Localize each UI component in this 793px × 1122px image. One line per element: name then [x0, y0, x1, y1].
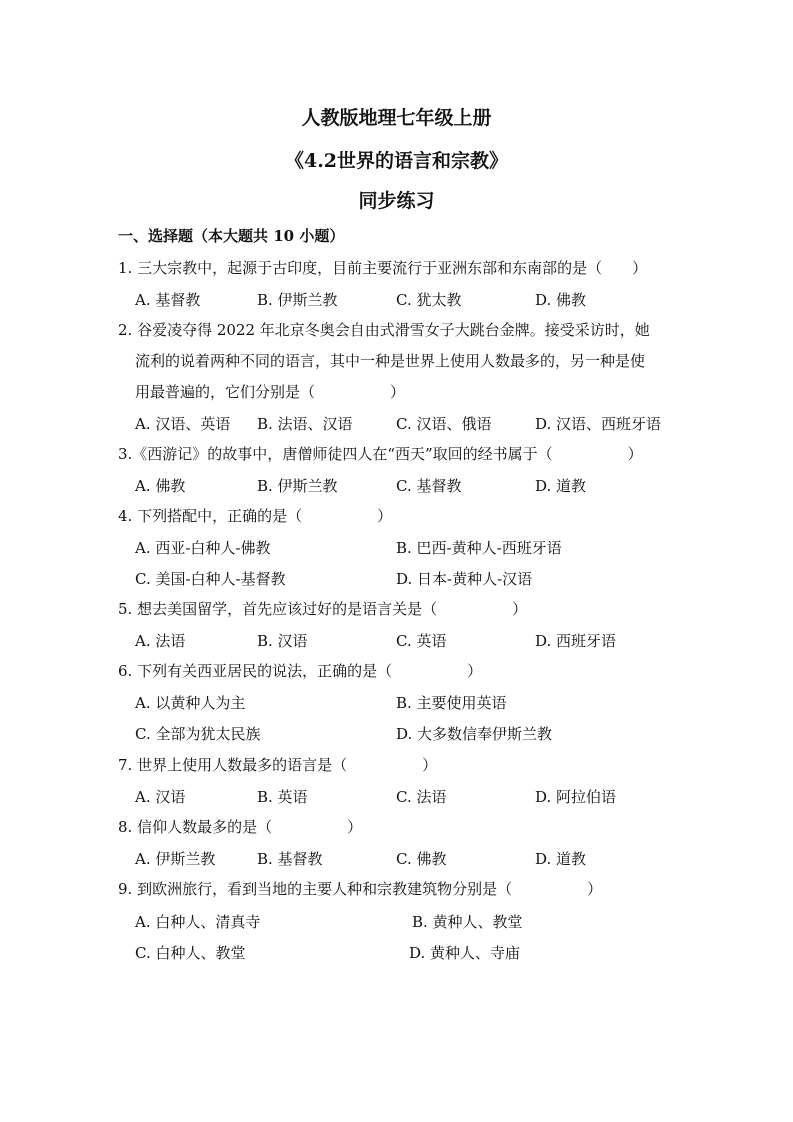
option-b: B. 伊斯兰教 [257, 477, 338, 495]
option-c: C. 基督教 [396, 477, 462, 495]
question-1 [118, 253, 678, 284]
question-stem: 3.《西游记》的故事中，唐僧师徒四人在“西天”取回的经书属于（ ） [118, 445, 643, 463]
question-stem: 4. 下列搭配中，正确的是（ ） [118, 507, 393, 525]
option-d: D. 道教 [535, 477, 587, 495]
option-b: B. 法语、汉语 [257, 415, 353, 433]
option-b: B. 英语 [257, 788, 308, 806]
question-2 [118, 315, 678, 408]
option-a: A. 基督教 [135, 291, 201, 309]
question-stem: 7. 世界上使用人数最多的语言是（ ） [118, 756, 438, 774]
option-d: D. 西班牙语 [535, 632, 617, 650]
option-b: B. 基督教 [257, 850, 323, 868]
question-9 [118, 874, 678, 905]
document-title: 人教版地理七年级上册 [301, 107, 492, 129]
question-6 [118, 656, 678, 687]
option-b: B. 伊斯兰教 [257, 291, 338, 309]
option-d: D. 日本-黄种人-汉语 [396, 570, 533, 588]
option-a: A. 白种人、清真寺 [135, 913, 261, 931]
option-c: C. 全部为犹太民族 [135, 725, 261, 743]
option-b: B. 主要使用英语 [396, 694, 507, 712]
option-c: C. 犹太教 [396, 291, 462, 309]
question-4 [118, 501, 678, 532]
option-a: A. 汉语、英语 [135, 415, 231, 433]
option-b: B. 黄种人、教堂 [412, 913, 523, 931]
question-3 [118, 439, 678, 470]
option-a: A. 伊斯兰教 [135, 850, 216, 868]
option-c: C. 白种人、教堂 [135, 944, 246, 962]
option-c: C. 汉语、俄语 [396, 415, 492, 433]
question-8 [118, 812, 678, 843]
option-b: B. 巴西-黄种人-西班牙语 [396, 539, 562, 557]
option-a: A. 汉语 [135, 788, 186, 806]
question-stem-line: 用最普遍的，它们分别是（ ） [135, 383, 406, 401]
section-heading: 一、选择题（本大题共 10 小题） [118, 227, 345, 245]
question-5 [118, 594, 678, 625]
question-7 [118, 750, 678, 781]
question-stem-line: 流利的说着两种不同的语言，其中一种是世界上使用人数最多的，另一种是使 [135, 352, 646, 370]
question-stem: 5. 想去美国留学，首先应该过好的是语言关是（ ） [118, 600, 528, 618]
option-d: D. 阿拉伯语 [535, 788, 617, 806]
question-stem: 8. 信仰人数最多的是（ ） [118, 818, 363, 836]
option-d: D. 大多数信奉伊斯兰教 [396, 725, 553, 743]
option-b: B. 汉语 [257, 632, 308, 650]
option-c: C. 法语 [396, 788, 447, 806]
option-a: A. 西亚-白种人-佛教 [135, 539, 271, 557]
question-stem: 9. 到欧洲旅行，看到当地的主要人种和宗教建筑物分别是（ ） [118, 880, 603, 898]
document-subtitle-2: 同步练习 [358, 190, 435, 212]
option-d: D. 道教 [535, 850, 587, 868]
option-a: A. 法语 [135, 632, 186, 650]
option-d: D. 汉语、西班牙语 [535, 415, 662, 433]
option-a: A. 佛教 [135, 477, 186, 495]
option-c: C. 英语 [396, 632, 447, 650]
option-d: D. 佛教 [535, 291, 587, 309]
document-subtitle: 《4.2世界的语言和宗教》 [284, 150, 509, 172]
option-a: A. 以黄种人为主 [135, 694, 246, 712]
question-stem: 6. 下列有关西亚居民的说法，正确的是（ ） [118, 662, 483, 680]
option-c: C. 佛教 [396, 850, 447, 868]
option-c: C. 美国-白种人-基督教 [135, 570, 286, 588]
question-stem-line: 2. 谷爱凌夺得 2022 年北京冬奥会自由式滑雪女子大跳台金牌。接受采访时，她 [118, 321, 650, 339]
question-stem: 1. 三大宗教中，起源于古印度，目前主要流行于亚洲东部和东南部的是（ ） [118, 259, 648, 277]
option-d: D. 黄种人、寺庙 [409, 944, 521, 962]
